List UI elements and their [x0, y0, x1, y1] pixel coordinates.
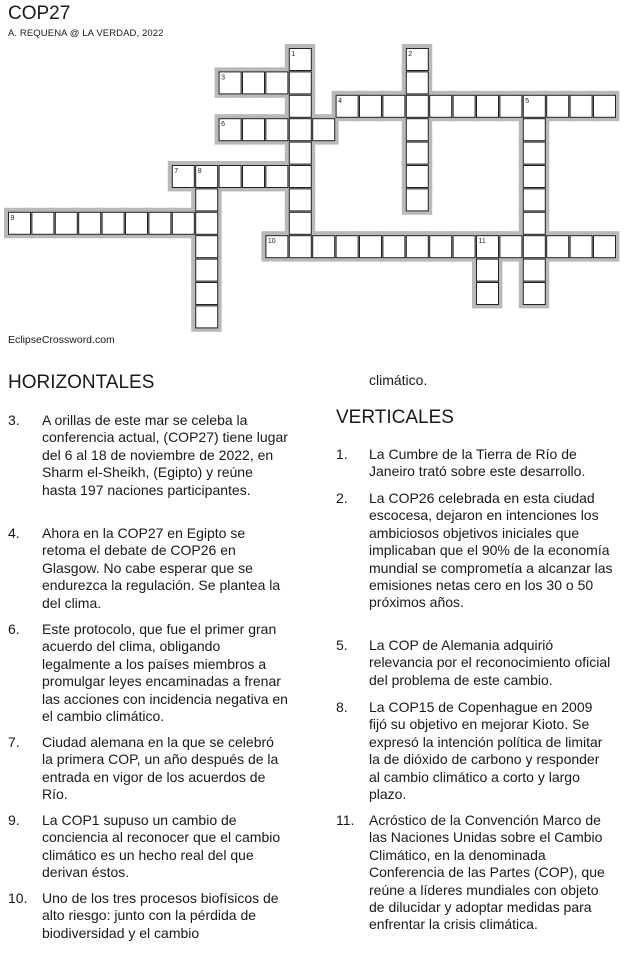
clue-v-2 [336, 490, 614, 612]
grid-cell[interactable] [523, 119, 545, 141]
grid-cell[interactable] [477, 283, 499, 305]
clue-number: 1. [336, 446, 348, 462]
grid-cell[interactable] [523, 283, 545, 305]
clue-text: La COP1 supuso un cambio de conciencia al reconocer que el cambio climático es un hecho real del que derivan éstos. [42, 812, 281, 881]
grid-clue-number: 5 [525, 97, 530, 105]
grid-cell[interactable] [430, 95, 452, 117]
site-credit: EclipseCrossword.com [8, 334, 115, 346]
grid-cell[interactable] [55, 212, 77, 234]
grid-clue-number: 3 [221, 74, 226, 82]
grid-cell[interactable] [523, 142, 545, 164]
grid-cell[interactable] [313, 236, 335, 258]
grid-cell[interactable] [149, 212, 171, 234]
grid-cell[interactable] [430, 236, 452, 258]
grid-cell[interactable] [360, 236, 382, 258]
grid-cell[interactable] [406, 95, 428, 117]
clue-h-10 [8, 890, 288, 942]
grid-cell[interactable] [79, 212, 101, 234]
clue-h-7 [8, 734, 288, 804]
grid-cell[interactable] [594, 236, 616, 258]
grid-cell[interactable] [196, 189, 218, 211]
grid-cell[interactable] [406, 119, 428, 141]
clue-text: La COP26 celebrada en esta ciudad escocesa, dejaron en intenciones los ambiciosos objetivos iniciales que implicaban que el 90% de la economía mundial se comprometía a alcanzar las emisiones netas cero en los 30 o 50 próximos años. [369, 490, 613, 611]
puzzle-credit: A. REQUENA @ LA VERDAD, 2022 [8, 28, 164, 39]
grid-clue-number: 4 [338, 97, 343, 105]
clue-number: 4. [8, 525, 20, 541]
clue-text: Acróstico de la Convención Marco de las Naciones Unidas sobre el Cambio Climático, en la denominada Conferencia de las Partes (COP), que reúne a líderes mundiales con objeto de dilucidar y adoptar medidas para enfrentar la crisis climática. [369, 812, 605, 933]
grid-cell[interactable] [289, 72, 311, 94]
grid-cell[interactable] [266, 166, 288, 188]
clue-h-6 [8, 621, 288, 725]
grid-cell[interactable] [126, 212, 148, 234]
grid-cell[interactable] [383, 236, 405, 258]
grid-cell[interactable] [523, 236, 545, 258]
clue-number: 10. [8, 890, 28, 906]
grid-cell[interactable] [406, 72, 428, 94]
grid-cell[interactable] [266, 119, 288, 141]
clue-h-9 [8, 812, 288, 882]
clue-number: 5. [336, 637, 348, 653]
grid-cell[interactable] [196, 212, 218, 234]
clue-number: 11. [336, 812, 355, 828]
grid-cell[interactable] [32, 212, 54, 234]
grid-cell[interactable] [289, 142, 311, 164]
clue-number: 9. [8, 812, 20, 828]
clue-number: 3. [8, 412, 20, 428]
grid-clue-number: 1 [291, 51, 296, 58]
grid-cell[interactable] [243, 119, 265, 141]
grid-cell[interactable] [406, 166, 428, 188]
verticales-heading: VERTICALES [336, 407, 454, 428]
grid-cell[interactable] [477, 259, 499, 281]
grid-cell[interactable] [523, 189, 545, 211]
grid-cell[interactable] [500, 236, 522, 258]
grid-cell[interactable] [594, 95, 616, 117]
grid-cell[interactable] [500, 95, 522, 117]
clue-text: La COP15 de Copenhague en 2009 fijó su objetivo en mejorar Kioto. Se expresó la intención política de limitar la de dióxido de carbono y responder al cambio climático a corto y largo plazo. [369, 699, 603, 803]
grid-cell[interactable] [102, 212, 124, 234]
grid-cell[interactable] [196, 259, 218, 281]
grid-cell[interactable] [289, 212, 311, 234]
grid-cell[interactable] [360, 95, 382, 117]
clue-number: 8. [336, 699, 348, 715]
clue-v-1 [336, 446, 614, 481]
clue-text: Uno de los tres procesos biofísicos de alto riesgo: junto con la pérdida de biodiversidad y el cambio [42, 890, 279, 941]
clue-v-11 [336, 812, 614, 934]
grid-cell[interactable] [219, 166, 241, 188]
grid-cell[interactable] [336, 236, 358, 258]
grid-cell[interactable] [523, 212, 545, 234]
grid-cell[interactable] [453, 236, 475, 258]
clue-h-10-continuation: climático. [369, 372, 428, 388]
clue-h-3 [8, 412, 288, 499]
grid-cell[interactable] [172, 212, 194, 234]
grid-clue-number: 8 [197, 168, 202, 175]
grid-cell[interactable] [406, 236, 428, 258]
grid-cell[interactable] [196, 236, 218, 258]
grid-cell[interactable] [406, 189, 428, 211]
grid-cell[interactable] [196, 283, 218, 305]
clue-text: Este protocolo, que fue el primer gran acuerdo del clima, obligando legalmente a los países miembros a promulgar leyes encaminadas a frenar las acciones con incidencia negativa en el cambio climático. [42, 621, 288, 725]
grid-clue-number: 6 [221, 121, 226, 129]
grid-cell[interactable] [289, 189, 311, 211]
grid-cell[interactable] [243, 166, 265, 188]
grid-cell[interactable] [523, 166, 545, 188]
grid-cell[interactable] [477, 95, 499, 117]
grid-clue-number: 9 [10, 214, 15, 222]
grid-cell[interactable] [547, 95, 569, 117]
grid-clue-number: 2 [408, 51, 413, 58]
clue-text: A orillas de este mar se celeba la conferencia actual, (COP27) tiene lugar del 6 al 18 de noviembre de 2022, en Sharm el-Sheikh, (Egipto) y reúne hasta 197 naciones participantes. [42, 412, 288, 498]
grid-cell[interactable] [289, 119, 311, 141]
grid-cell[interactable] [453, 95, 475, 117]
clue-text: La COP de Alemania adquirió relevancia por el reconocimiento oficial del problema de este cambio. [369, 637, 611, 688]
clue-v-5 [336, 637, 614, 689]
clue-text: La Cumbre de la Tierra de Río de Janeiro trató sobre este desarrollo. [369, 446, 586, 480]
grid-cell[interactable] [243, 72, 265, 94]
grid-clue-number: 11 [478, 238, 486, 246]
clue-number: 2. [336, 490, 348, 506]
grid-cell[interactable] [523, 259, 545, 281]
clue-number: 7. [8, 734, 20, 750]
clue-text: Ahora en la COP27 en Egipto se retoma el debate de COP26 en Glasgow. No cabe esperar que se endurezca la regulación. Se plantea la del clima. [42, 525, 281, 611]
grid-cell[interactable] [383, 95, 405, 117]
grid-clue-number: 10 [267, 238, 276, 246]
crossword-grid [0, 0, 624, 340]
grid-cell[interactable] [289, 236, 311, 258]
grid-cell[interactable] [570, 236, 592, 258]
clue-v-8 [336, 699, 614, 803]
grid-cell[interactable] [289, 166, 311, 188]
clue-h-4 [8, 525, 288, 612]
grid-clue-number: 7 [174, 168, 179, 175]
grid-cell[interactable] [570, 95, 592, 117]
puzzle-title: COP27 [8, 3, 71, 24]
clue-number: 6. [8, 621, 20, 637]
clue-text: Ciudad alemana en la que se celebró la primera COP, un año después de la entrada en vigor de los acuerdos de Río. [42, 734, 279, 803]
grid-cell[interactable] [313, 119, 335, 141]
grid-cell[interactable] [196, 306, 218, 328]
horizontales-heading: HORIZONTALES [8, 372, 155, 393]
grid-cell[interactable] [266, 72, 288, 94]
grid-cell[interactable] [547, 236, 569, 258]
grid-cell[interactable] [289, 95, 311, 117]
grid-cell[interactable] [406, 142, 428, 164]
